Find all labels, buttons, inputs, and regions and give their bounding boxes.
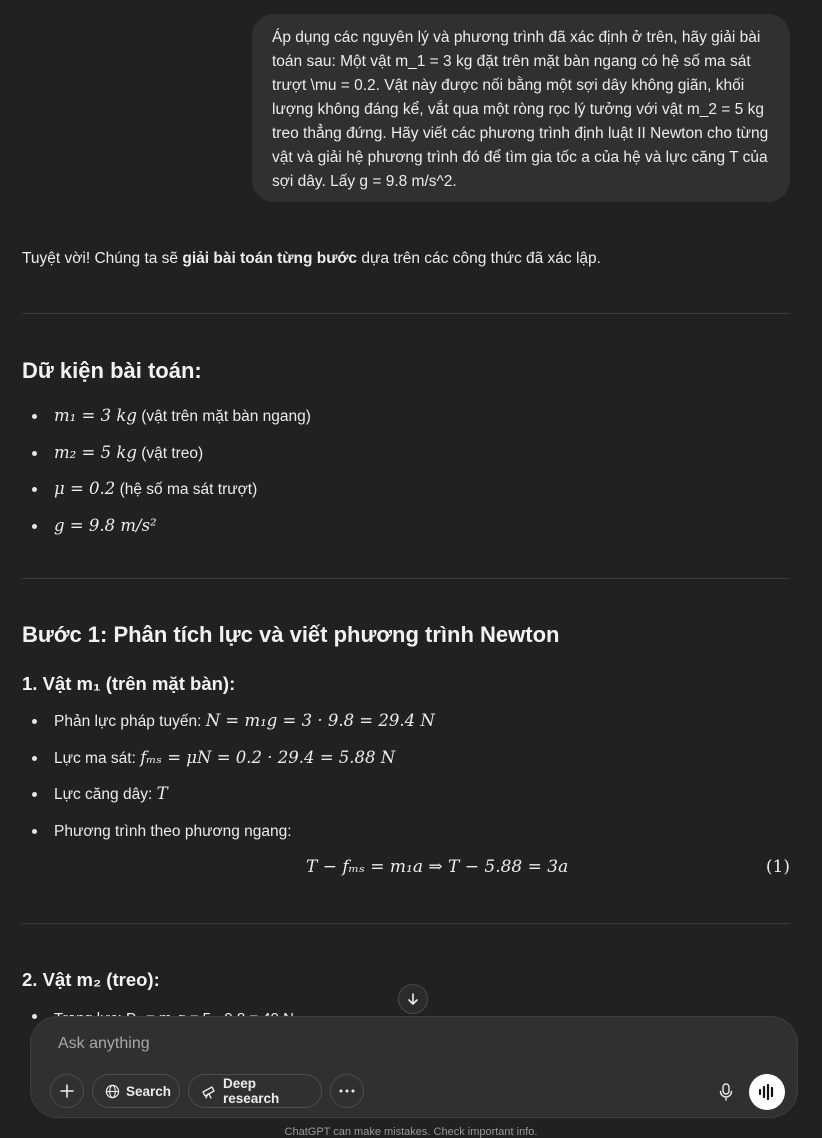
message-input[interactable]: Ask anything — [58, 1035, 150, 1052]
ellipsis-icon — [339, 1089, 355, 1093]
divider — [22, 578, 790, 579]
list-item: μ = 0.2 (hệ số ma sát trượt) — [22, 471, 311, 508]
list-item: Phản lực pháp tuyến: N = m₁g = 3 · 9.8 = 29.4 N — [22, 703, 435, 740]
composer — [30, 1016, 798, 1118]
list-item: m₂ = 5 kg (vật treo) — [22, 435, 311, 472]
voice-mode-button[interactable] — [749, 1074, 785, 1110]
equation-block — [22, 857, 790, 885]
scroll-down-button[interactable] — [398, 984, 428, 1014]
search-button[interactable]: Search — [92, 1074, 180, 1108]
more-options-button[interactable] — [330, 1074, 364, 1108]
user-message-text: Áp dụng các nguyên lý và phương trình đã xác định ở trên, hãy giải bài toán sau: Một vật m_1 = 3 kg đặt trên mặt bàn ngang có hệ số ma sát trượt \mu = 0.2. Vật này được nối bằng một sợi dây không giãn, khối lượng không đáng kể, vắt qua một ròng rọc lý tưởng với vật m_2 = 5 kg treo thẳng đứng. Hãy viết các phương trình định luật II Newton cho từng vật và giải hệ phương trình đó để tìm gia tốc a của hệ và lực căng T của sợi dây. Lấy g = 9.8 m/s^2. — [272, 29, 769, 190]
list-item: Lực ma sát: fₘₛ = μN = 0.2 · 29.4 = 5.88 N — [22, 740, 435, 777]
telescope-icon — [201, 1084, 217, 1099]
arrow-down-icon — [406, 992, 420, 1006]
object1-list — [22, 703, 435, 849]
intro-text-end: dựa trên các công thức đã xác lập. — [357, 250, 601, 267]
waveform-icon — [758, 1084, 776, 1100]
globe-icon — [105, 1084, 120, 1099]
deep-research-button[interactable]: Deep research — [188, 1074, 322, 1108]
footer-disclaimer: ChatGPT can make mistakes. Check important info. — [284, 1126, 538, 1138]
list-item: m₁ = 3 kg (vật trên mặt bàn ngang) — [22, 398, 311, 435]
intro-text: Tuyệt vời! Chúng ta sẽ — [22, 250, 183, 267]
plus-icon — [60, 1084, 74, 1098]
equation-number: (1) — [765, 857, 790, 877]
heading-step1: Bước 1: Phân tích lực và viết phương trình Newton — [22, 622, 560, 647]
microphone-icon — [719, 1083, 733, 1101]
dictate-button[interactable] — [710, 1076, 742, 1108]
list-item: Lực căng dây: T — [22, 776, 435, 813]
divider — [22, 923, 790, 924]
intro-bold: giải bài toán từng bước — [182, 250, 358, 267]
subheading-object1: 1. Vật m₁ (trên mặt bàn): — [22, 673, 236, 694]
assistant-intro — [22, 247, 601, 271]
heading-given: Dữ kiện bài toán: — [22, 358, 202, 383]
subheading-object2: 2. Vật m₂ (treo): — [22, 969, 160, 990]
divider — [22, 313, 790, 314]
add-button[interactable] — [50, 1074, 84, 1108]
list-item: Phương trình theo phương ngang: — [22, 813, 435, 850]
equation: T − fₘₛ = m₁a ⇒ T − 5.88 = 3a — [306, 857, 569, 877]
user-message-bubble — [252, 14, 790, 202]
given-list — [22, 398, 311, 544]
list-item: g = 9.8 m/s² — [22, 508, 311, 545]
